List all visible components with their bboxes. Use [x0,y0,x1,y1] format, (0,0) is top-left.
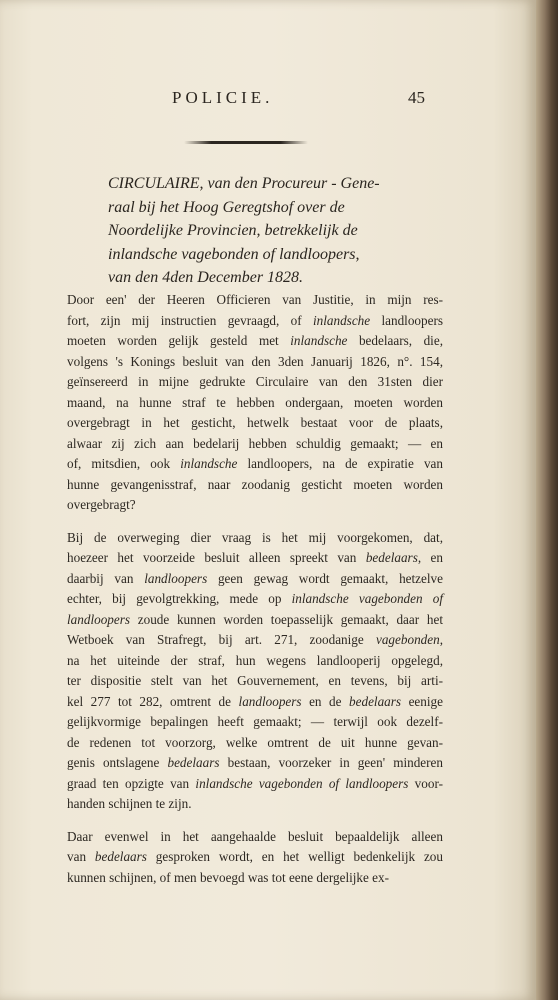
text-run: eenige [401,693,443,709]
title-line: raal bij het Hoog Geregtshof over de [108,198,345,216]
title-line: van den 4den December 1828. [108,269,304,286]
text-run: Daar evenwel in het aangehaalde besluit bepaaldelijk alleen [67,828,443,844]
text-run: en de [301,693,350,709]
text-run: moeten worden gelijk gesteld met [67,333,291,348]
text-line [67,528,443,549]
italic-text: bedelaars [365,550,418,565]
text-line [67,712,443,733]
text-run: hoezeer het voorzeide besluit alleen spreekt van [67,550,366,565]
text-run: landloopers, na de expiratie van [237,456,443,471]
text-run: graad ten opzigte van [67,775,196,791]
text-run: of, mitsdien, ook [67,456,181,471]
text-line [67,434,443,455]
text-line [67,413,443,434]
text-run: overgebragt? [67,497,136,512]
text-run: de redenen tot voorzorg, welke omtrent de uit hunne gevan- [67,734,443,750]
text-run: overgebragt in het gesticht, hetwelk bestaat voor de plaats, [67,415,443,430]
text-line [67,733,443,754]
text-run: alwaar zij zich aan bedelarij hebben schuldig gemaakt; — en [67,435,443,451]
text-run: zoude kunnen worden toepasselijk gemaakt, daar het [130,611,443,627]
text-run: , [439,632,443,647]
italic-text: landloopers [67,611,131,627]
text-line [67,495,443,516]
text-line [67,475,443,496]
text-run: genis ontslagene [67,755,168,770]
italic-text: bedelaars [94,849,147,864]
text-run: na het uiteinde der straf, hun wegens landlooperij opgelegd, [67,652,443,668]
text-line [67,794,443,815]
text-line [67,589,443,610]
italic-text: bedelaars [349,693,402,709]
text-run: gelijkvormige bepalingen heeft gemaakt; — terwijl ook dezelf- [67,714,443,729]
ornamental-rule [184,141,308,144]
text-line [67,753,443,774]
paragraph [67,290,443,516]
text-line [67,630,443,651]
text-run: , en [417,550,443,565]
italic-text: landloopers [238,693,302,709]
italic-text: inlandsche vagebonden of landloopers [195,775,409,791]
text-run: kunnen schijnen, of men bevoegd was tot eene dergelijke ex- [67,869,390,885]
text-line [67,454,443,475]
text-line [67,847,443,868]
italic-text: bedelaars [167,755,220,770]
paragraph [67,827,443,889]
text-run: daarbij van [67,570,145,586]
text-line [67,692,443,713]
italic-text: inlandsche [312,312,371,328]
circular-title [108,172,440,290]
page-edge [536,0,558,1000]
text-line [67,372,443,393]
title-line: Noordelijke Provincien, betrekkelijk de [108,222,358,239]
text-line [67,569,443,590]
text-line [67,352,443,373]
text-line [67,610,443,631]
italic-text: landloopers [144,570,208,586]
text-line [67,868,443,889]
italic-text: inlandsche [290,333,348,348]
body-text [67,290,443,888]
paragraph [67,528,443,815]
text-run: bedelaars, die, [347,333,443,348]
page-header [0,88,536,110]
italic-text: inlandsche [180,456,238,471]
text-line [67,290,443,311]
text-run: Bij de overweging dier vraag is het mij voorgekomen, dat, [67,529,443,545]
text-run: van [67,849,95,864]
text-line [67,311,443,332]
text-run: Door een' der Heeren Officieren van Justitie, in mijn res- [67,292,443,307]
text-run: landloopers [370,312,443,328]
text-run: voor- [408,775,443,791]
text-line [67,393,443,414]
text-run: geen gewag wordt gemaakt, hetzelve [207,570,443,586]
text-run: kel 277 tot 282, omtrent de [67,693,239,709]
italic-text: vagebonden [375,632,440,647]
title-line: CIRCULAIRE, van den Procureur - Gene- [108,175,380,192]
text-run: bestaan, voorzeker in geen' minderen [219,755,444,770]
text-run: echter, bij gevolgtrekking, mede op [67,591,292,606]
text-run: fort, zijn mij instructien gevraagd, of [67,312,313,328]
text-run: Wetboek van Strafregt, bij art. 271, zoodanige [67,632,376,647]
text-line [67,331,443,352]
running-head: POLICIE. [172,88,274,107]
text-line [67,827,443,848]
text-line [67,671,443,692]
text-run: ter dispositie stelt van het Gouvernement, en tevens, bij arti- [67,673,443,688]
text-line [67,651,443,672]
text-run: volgens 's Konings besluit van den 3den Januarij 1826, n°. 154, [67,353,443,369]
text-line [67,774,443,795]
text-run: handen schijnen te zijn. [67,796,192,811]
text-run: maand, na hunne straf te hebben ondergaan, moeten worden [67,394,443,410]
italic-text: inlandsche vagebonden of [291,591,444,606]
text-run: hunne gevangenisstraf, naar zoodanig gesticht moeten worden [67,476,443,492]
text-run: geïnsereerd in mijne gedrukte Circulaire van den 31sten dier [67,374,443,389]
page-number: 45 [408,88,425,107]
title-line: inlandsche vagebonden of landloopers, [108,245,360,263]
text-run: gesproken wordt, en het welligt bedenkelijk zou [146,849,443,864]
text-line [67,548,443,569]
